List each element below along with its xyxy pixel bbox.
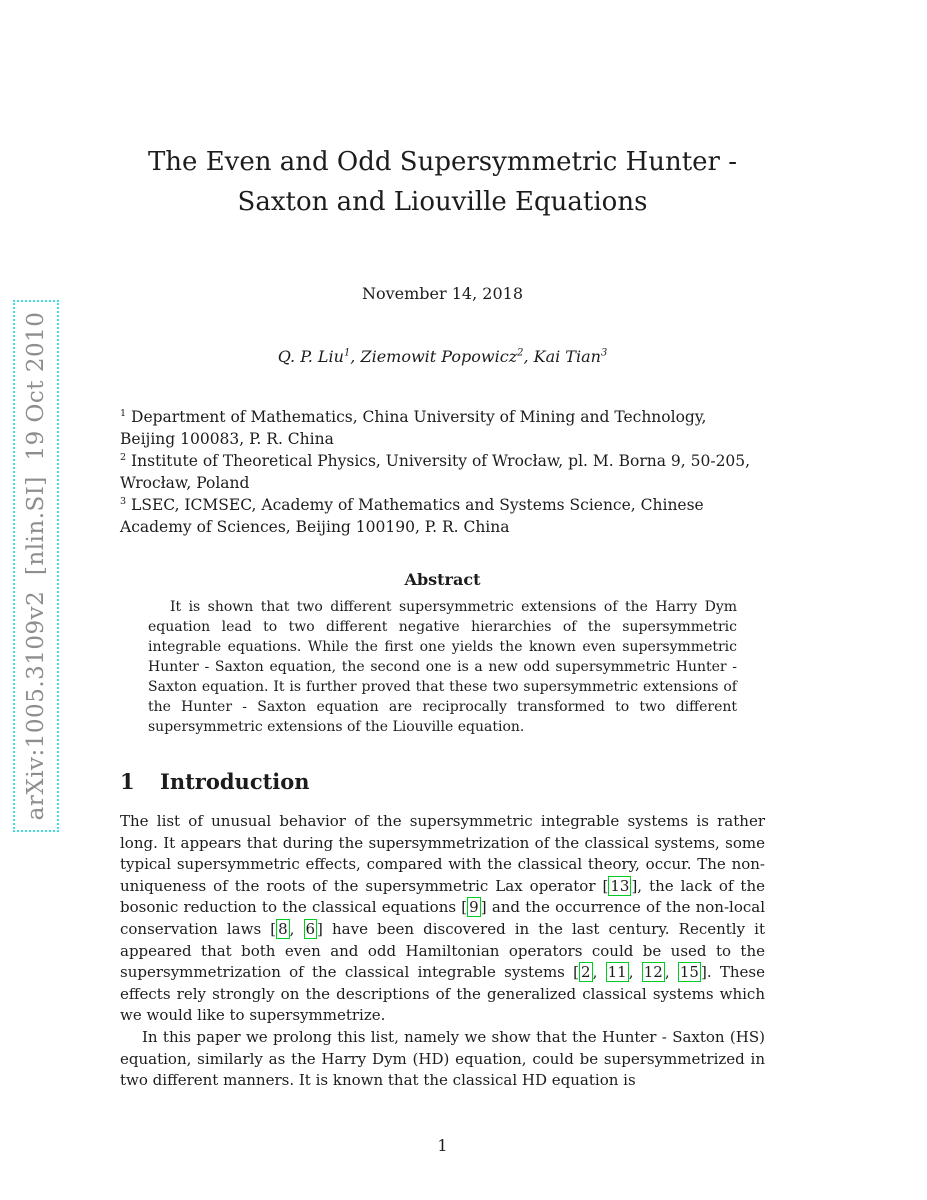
paragraph-text: In this paper we prolong this list, namely we show that the Hunter - Saxton (HS) equation, similarly as the Harry Dym (HD) equation, could be supersymmetrized in two different manners. It is known that the classical HD equation is [120, 1027, 765, 1090]
author-name: Ziemowit Popowicz [360, 347, 518, 366]
section-title: Introduction [160, 769, 310, 794]
paper-date: November 14, 2018 [361, 284, 523, 303]
paragraph-text: The list of unusual behavior of the supersymmetric integrable systems is rather long. It appears that during the supersymmetrization of the classical systems, some typical supersymmetric effects, compared with the classical theory, occur. The non-uniqueness of the roots of the supersymmetric Lax operator [ 13 ], the lack of the bosonic reduction to the classical equations [ 9 ] and the occurrence of the non-local conservation laws [ 8 , 6 ] have been discovered in the last century. Recently it appeared that both even and odd Hamiltonian operators could be used to the supersymmetrization of the classical integrable systems [ 2 , 11 , 12 , 15 ]. These effects rely strongly on the descriptions of the generalized classical systems which we would like to supersymmetrize. [120, 812, 765, 1025]
page-content [120, 0, 765, 1092]
author-affiliation-superscript: 2 [517, 347, 524, 359]
citation-link[interactable]: 8 [278, 919, 288, 938]
section-heading-introduction [120, 769, 765, 794]
paper-title-line-2: Saxton and Liouville Equations [237, 187, 648, 217]
abstract-section [120, 570, 765, 737]
citation-link[interactable]: 11 [607, 963, 627, 982]
citation-link[interactable]: 9 [469, 898, 479, 917]
paper-title-line-1: The Even and Odd Supersymmetric Hunter - [147, 147, 738, 177]
affiliation-superscript: 2 [120, 451, 127, 463]
introduction-body [120, 811, 765, 1092]
citation-link[interactable]: 2 [581, 963, 591, 982]
section-number: 1 [120, 769, 135, 794]
page-number: 1 [437, 1136, 448, 1155]
author-affiliation-superscript: 1 [343, 347, 351, 359]
author-affiliation-superscript: 3 [600, 347, 608, 359]
abstract-heading: Abstract [404, 570, 481, 589]
affiliation-item: $^3$ LSEC, ICMSEC, Academy of Mathematics and Systems Science, Chinese Academy of Sciences, Beijing 100190, P. R. China [120, 495, 704, 536]
arxiv-stamp-link[interactable] [13, 300, 59, 832]
affiliation-superscript: 1 [120, 407, 127, 419]
affiliation-superscript: 3 [120, 495, 127, 507]
affiliation-item: $^2$ Institute of Theoretical Physics, University of Wrocław, pl. M. Borna 9, 50-205, Wrocław, Poland [120, 451, 751, 492]
citation-link[interactable]: 15 [679, 963, 699, 982]
author-name: Q. P. Liu [277, 347, 344, 366]
abstract-text: It is shown that two different supersymmetric extensions of the Harry Dym equation lead to two different negative hierarchies of the supersymmetric integrable equations. While the first one yields the known even supersymmetric Hunter - Saxton equation, the second one is a new odd supersymmetric Hunter - Saxton equation. It is further proved that these two supersymmetric extensions of the Hunter - Saxton equation are reciprocally transformed to two different supersymmetric extensions of the Liouville equation. [148, 599, 737, 735]
citation-link[interactable]: 12 [643, 963, 663, 982]
citation-link[interactable]: 13 [610, 876, 630, 895]
affiliation-item: $^1$ Department of Mathematics, China University of Mining and Technology, Beijing 100083, P. R. China [120, 407, 707, 448]
author-name: Kai Tian [533, 347, 601, 366]
author-line: Q. P. Liu$^1$, Ziemowit Popowicz$^2$, Kai Tian$^3$ [277, 347, 608, 366]
citation-link[interactable]: 6 [305, 919, 316, 938]
arxiv-stamp-text: arXiv:1005.3109v2 [nlin.SI] 19 Oct 2010 [23, 311, 49, 821]
paper-title [120, 142, 765, 222]
affiliations-list [120, 406, 765, 538]
